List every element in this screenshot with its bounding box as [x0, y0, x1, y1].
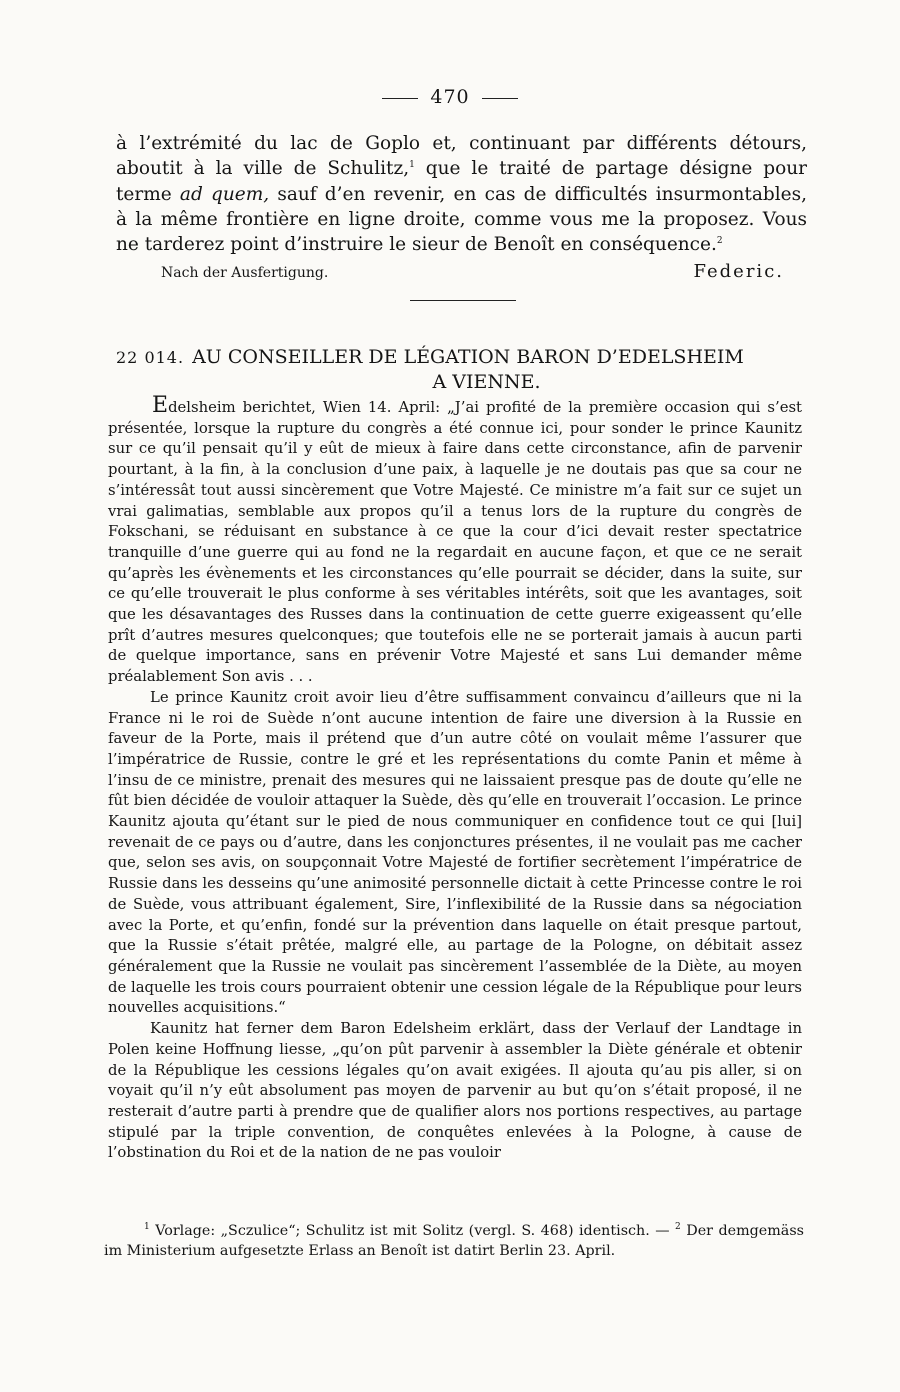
carryover-line: terme ad quem, sauf d’en revenir, en cas de difficultés insurmontables,: [116, 183, 807, 205]
footnote-text: $^1$ Vorlage: „Sczulice“; Schulitz ist mit Solitz (vergl. S. 468) identisch. — $^2$ Der demgemäss im Ministerium aufgesetzte Erlass an Benoît ist datirt Berlin 23. April.: [104, 1222, 804, 1259]
signature-name: Federic.: [693, 261, 784, 282]
carryover-line: aboutit à la ville de Schulitz,$^1$ que le traité de partage désigne pour: [116, 158, 807, 180]
document-title-line1: AU CONSEILLER DE LÉGATION BARON D’EDELSHEIM: [192, 346, 744, 368]
page-number-dash-right: [482, 98, 518, 99]
footnote-ref: 1: [409, 160, 415, 171]
document-body: [108, 393, 802, 1164]
footnote-marker: 2: [675, 1222, 681, 1233]
footnotes: [104, 1221, 804, 1261]
footnote-marker: 1: [144, 1222, 150, 1233]
footnote-ref: 2: [716, 236, 723, 247]
body-paragraph: Edelsheim berichtet, Wien 14. April: „J’ai profité de la première occasion qui s’est présentée, lorsque la rupture du congrès a été connue ici, pour sonder le prince Kaunitz sur ce qu’il pensait qu’il y eût de mieux à faire dans cette circonstance, afin de parvenir pourtant, à la fin, à la conclusion d’une paix, à laquelle je ne doutais pas que sa cour ne s’intéressât tout aussi sincèrement que Votre Majesté. Ce ministre m’a fait sur ce sujet un vrai galimatias, semblable aux propos qu’il a tenus lors de la rupture du congrès de Fokschani, se réduisant en substance à ce que la cour d’ici devait rester spectatrice tranquille d’une guerre qui au fond ne la regardait en aucune façon, et que ce ne serait qu’après les évènements et les circonstances qu’elle pourrait se décider, dans la suite, sur ce qu’elle trouverait le plus conforme à ses véritables intérêts, soit que les avantages, soit que les désavantages des Russes dans la continuation de cette guerre exigeassent qu’elle prît d’autres mesures quelconques; que toutefois elle ne se porterait jamais à aucun parti de quelque importance, sans en prévenir Votre Majesté et sans Lui demander même préalablement Son avis . . .: [108, 393, 802, 686]
initial-letter: E: [152, 393, 169, 418]
page-number: 470: [430, 86, 470, 108]
carryover-line: à la même frontière en ligne droite, comme vous me la proposez. Vous: [116, 208, 807, 230]
carryover-line: à l’extrémité du lac de Goplo et, continuant par différents détours,: [116, 133, 807, 154]
carryover-paragraph: [116, 131, 807, 257]
document-title-line2: A VIENNE.: [432, 371, 541, 393]
latin-term: ad quem,: [179, 183, 270, 205]
document-heading: [116, 345, 807, 394]
page-number-dash-left: [382, 98, 418, 99]
body-paragraph: Le prince Kaunitz croit avoir lieu d’être suffisamment convaincu d’ailleurs que ni la France ni le roi de Suède n’ont aucune intention de faire une diversion à la Russie en faveur de la Porte, mais il prétend que d’un autre côté on voulait même l’assurer que l’impératrice de Russie, contre le gré et les représentations du comte Panin et même à l’insu de ce ministre, prenait des mesures qui ne laissaient presque pas de doute qu’elle ne fût bien décidée de vouloir attaquer la Suède, dès qu’elle en trouverait l’occasion. Le prince Kaunitz ajouta qu’étant sur le pied de nous communiquer en confidence tout ce qui [lui] revenait de ce pays ou d’autre, dans les conjonctures présentes, il ne voulait pas me cacher que, selon ses avis, on soupçonnait Votre Majesté de fortifier secrètement l’impératrice de Russie dans les desseins qu’une animosité personnelle dictait à cette Princesse contre le roi de Suède, vous attribuant également, Sire, l’inflexibilité de la Russie dans sa négociation avec la Porte, et qu’enfin, fondé sur la prévention dans laquelle on était presque partout, que la Russie s’était prêtée, malgré elle, au partage de la Pologne, on débitait assez généralement que la Russie ne voulait pas sincèrement l’assemblée de la Diète, au moyen de laquelle les trois cours pourraient obtenir une cession légale de la République pour leurs nouvelles acquisitions.“: [108, 688, 802, 1017]
document-number: 22 014.: [116, 348, 185, 367]
signature-row: [161, 261, 784, 285]
carryover-line: ne tarderez point d’instruire le sieur de Benoît en conséquence.$^2$: [116, 234, 723, 256]
body-paragraph: Kaunitz hat ferner dem Baron Edelsheim erklärt, dass der Verlauf der Landtage in Polen keine Hoffnung liesse, „qu’on pût parvenir à assembler la Diète générale et obtenir de la République les cessions légales qu’on avait exigées. Il ajouta qu’au pis aller, si on voyait qu’il n’y eût absolument pas moyen de parvenir au but qu’on s’était proposé, il ne resterait d’autre parti à prendre que de qualifier alors nos portions respectives, au partage stipulé par la triple convention, de conquêtes enlevées à la Pologne, à cause de l’obstination du Roi et de la nation de ne pas vouloir: [108, 1020, 802, 1162]
section-divider: [410, 300, 516, 301]
source-note: Nach der Ausfertigung.: [161, 265, 329, 281]
page-number-row: [0, 86, 900, 108]
